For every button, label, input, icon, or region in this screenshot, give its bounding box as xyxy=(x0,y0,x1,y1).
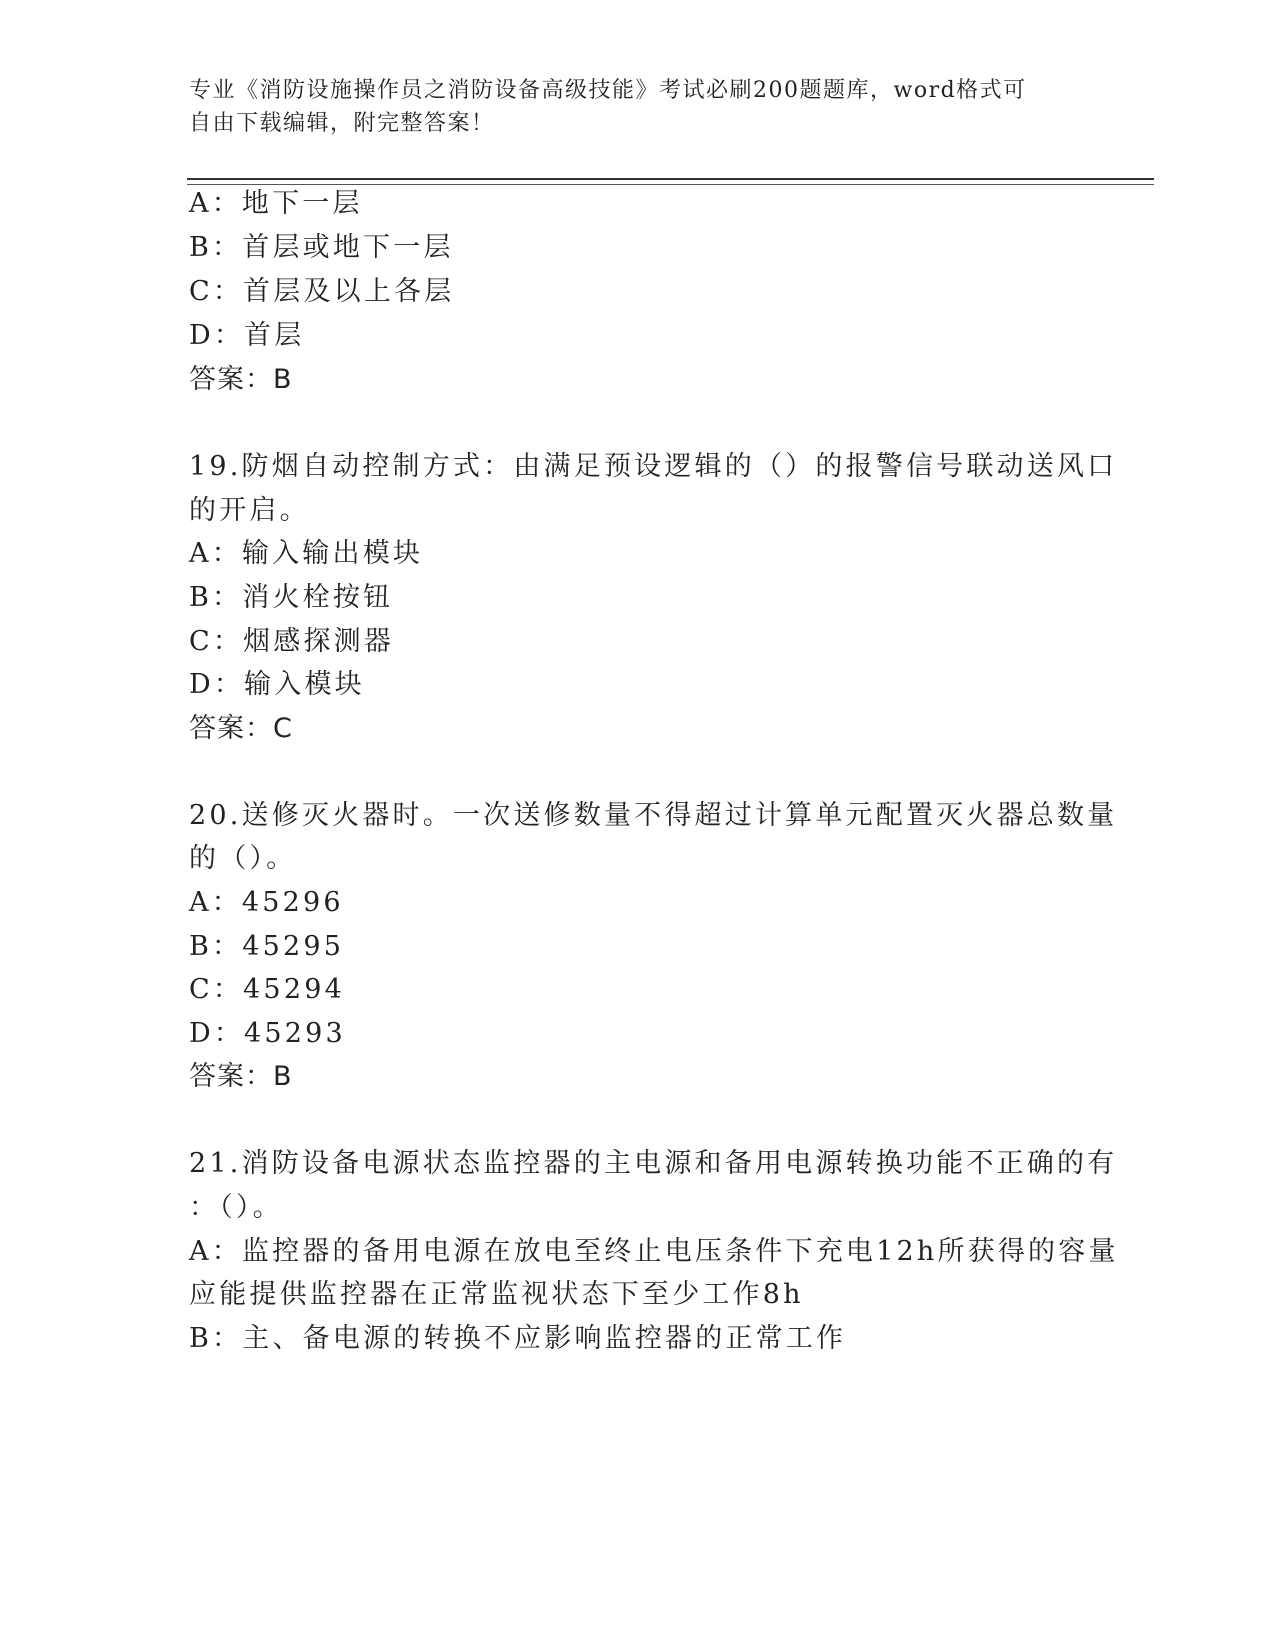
q19-option-c: C：烟感探测器 xyxy=(189,626,395,657)
q19-option-b: B：消火栓按钮 xyxy=(189,582,394,613)
document-header xyxy=(189,74,1069,140)
q19-option-a: A：输入输出模块 xyxy=(189,538,424,569)
q18-option-a: A：地下一层 xyxy=(189,188,363,219)
q21-stem-line-2: ：（）。 xyxy=(189,1192,283,1223)
q20-option-a: A：45296 xyxy=(189,887,344,918)
q19-answer: 答案：C xyxy=(189,713,293,744)
q19-stem-line-2: 的开启。 xyxy=(189,495,310,526)
q19-stem-line-1: 19.防烟自动控制方式：由满足预设逻辑的（）的报警信号联动送风口 xyxy=(189,451,1118,482)
q18-option-d: D：首层 xyxy=(189,320,305,351)
q18-answer: 答案：B xyxy=(189,364,293,395)
q21-option-b: B：主、备电源的转换不应影响监控器的正常工作 xyxy=(189,1323,847,1354)
q20-option-d: D：45293 xyxy=(189,1018,346,1049)
q21-stem-line-1: 21.消防设备电源状态监控器的主电源和备用电源转换功能不正确的有 xyxy=(189,1148,1118,1179)
q20-option-c: C：45294 xyxy=(189,974,345,1005)
q20-answer: 答案：B xyxy=(189,1061,293,1092)
header-line-2: 自由下载编辑，附完整答案！ xyxy=(189,111,495,136)
q19-option-d: D：输入模块 xyxy=(189,669,365,700)
q21-option-a-line-2: 应能提供监控器在正常监视状态下至少工作8h xyxy=(189,1279,804,1310)
q20-option-b: B：45295 xyxy=(189,931,345,962)
q18-option-b: B：首层或地下一层 xyxy=(189,232,454,263)
header-divider-thin xyxy=(187,184,1154,185)
q20-stem-line-1: 20.送修灭火器时。一次送修数量不得超过计算单元配置灭火器总数量 xyxy=(189,800,1118,831)
header-divider-thick xyxy=(187,178,1154,180)
q18-option-c: C：首层及以上各层 xyxy=(189,276,455,307)
header-line-1: 专业《消防设施操作员之消防设备高级技能》考试必刷200题题库，word格式可 xyxy=(189,78,1027,103)
q21-option-a-line-1: A：监控器的备用电源在放电至终止电压条件下充电12h所获得的容量 xyxy=(189,1236,1119,1267)
q20-stem-line-2: 的（）。 xyxy=(189,843,297,874)
